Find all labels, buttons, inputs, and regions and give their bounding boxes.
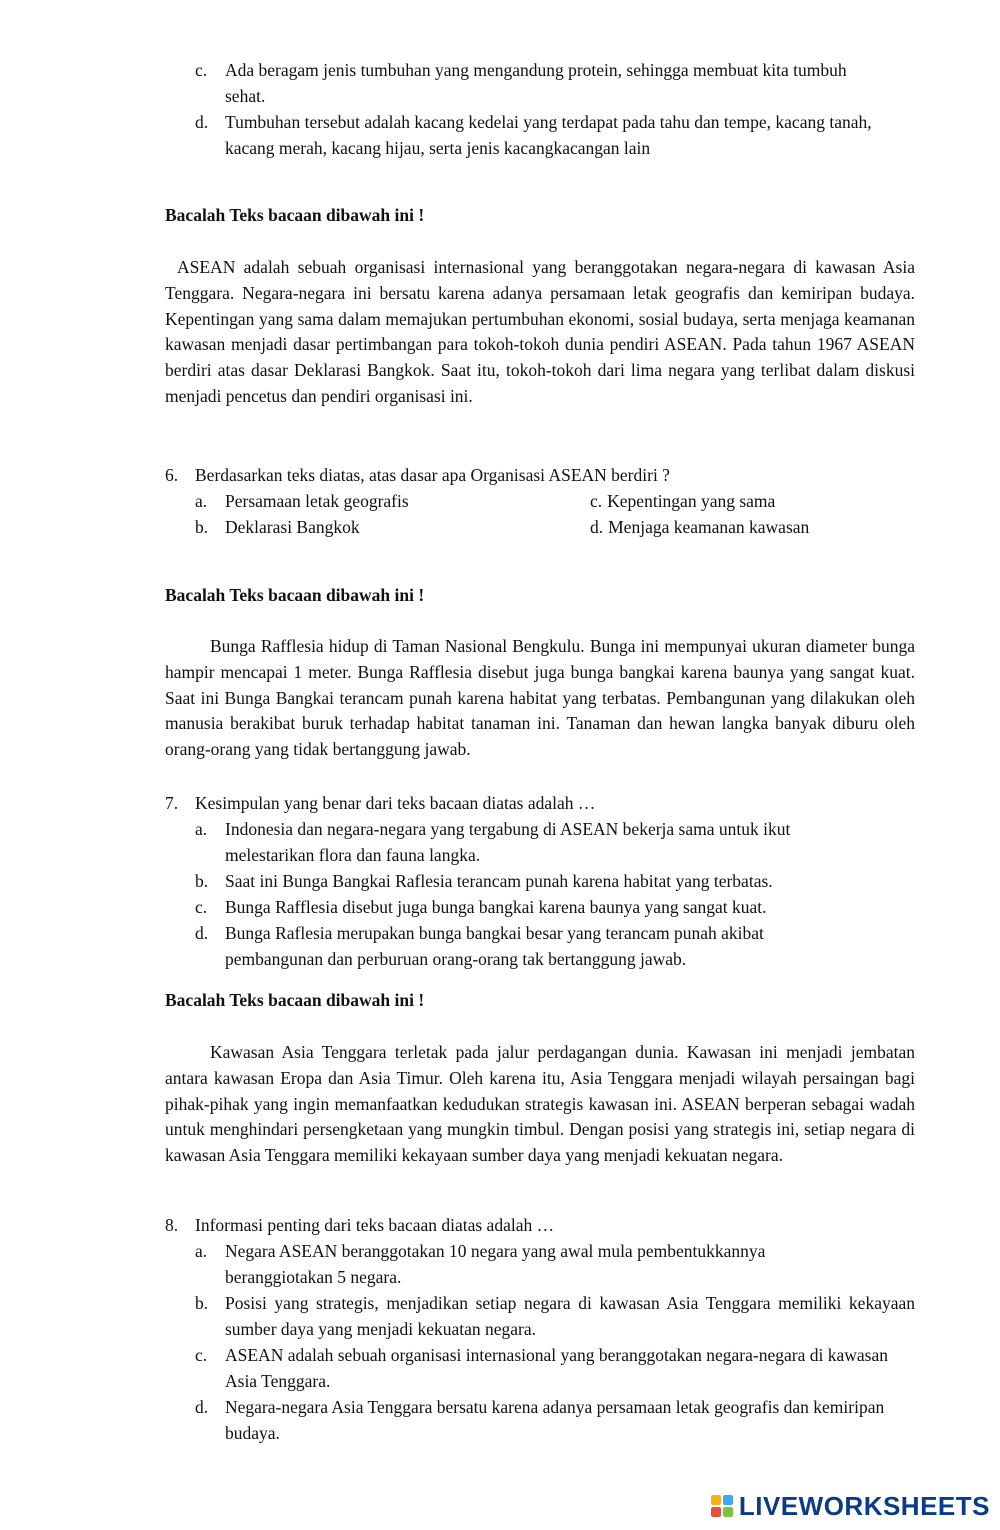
option-item[interactable] (195, 1290, 915, 1342)
option-item[interactable] (195, 1342, 915, 1394)
options-list (195, 1238, 915, 1446)
option-text: Deklarasi Bangkok (225, 517, 360, 537)
section-heading: Bacalah Teks bacaan dibawah ini ! (165, 205, 425, 225)
option-label: b. (195, 1293, 209, 1313)
section-heading: Bacalah Teks bacaan dibawah ini ! (165, 585, 425, 605)
logo-square (711, 1507, 721, 1517)
option-text: Saat ini Bunga Bangkai Raflesia terancam punah karena habitat yang terbatas. (225, 871, 773, 891)
option-text: ASEAN adalah sebuah organisasi internasional yang beranggotakan negara-negara di kawasan Asia Tenggara. (225, 1345, 888, 1391)
question-number: 7. (165, 793, 179, 813)
options-grid (165, 488, 915, 540)
options-list (195, 816, 915, 972)
option-label: d. (195, 112, 209, 132)
option-text: Menjaga keamanan kawasan (608, 517, 810, 537)
option-item[interactable] (195, 894, 915, 920)
logo-mark-icon (711, 1495, 733, 1517)
option-item[interactable] (195, 868, 915, 894)
option-label: d. (195, 923, 209, 943)
liveworksheets-logo[interactable] (711, 1492, 990, 1520)
reading-passage: ASEAN adalah sebuah organisasi internasional yang beranggotakan negara-negara di kawasan Asia Tenggara. Negara-negara ini bersatu karena adanya persamaan letak geografis dan kemiripan budaya. Kepentingan yang sama dalam memajukan pertumbuhan ekonomi, sosial budaya, serta menjaga keamanan kawasan menjadi dasar pertimbangan para tokoh-tokoh dunia pendiri ASEAN. Pada tahun 1967 ASEAN berdiri atas dasar Deklarasi Bangkok. Saat itu, tokoh-tokoh dari lima negara yang terlibat dalam diskusi menjadi pencetus dan pendiri organisasi ini. (165, 257, 915, 406)
option-item[interactable] (590, 514, 930, 540)
question-number: 6. (165, 465, 179, 485)
option-label: a. (195, 819, 208, 839)
option-text: Bunga Raflesia merupakan bunga bangkai besar yang terancam punah akibat pembangunan dan perburuan orang-orang tak bertanggung jawab. (225, 923, 764, 969)
option-item[interactable] (195, 514, 590, 540)
option-item[interactable] (195, 109, 915, 161)
question-6 (165, 462, 915, 488)
option-item[interactable] (195, 816, 915, 868)
option-text: Indonesia dan negara-negara yang tergabung di ASEAN bekerja sama untuk ikut melestarikan flora dan fauna langka. (225, 819, 791, 865)
logo-square (723, 1495, 733, 1505)
option-label: d. (195, 1397, 209, 1417)
option-item[interactable] (195, 920, 915, 972)
logo-square (711, 1495, 721, 1505)
option-label: a. (195, 491, 208, 511)
option-label: c. (195, 897, 208, 917)
option-label: c. (590, 491, 603, 511)
reading-passage: Kawasan Asia Tenggara terletak pada jalur perdagangan dunia. Kawasan ini menjadi jembatan antara kawasan Eropa dan Asia Timur. Oleh karena itu, Asia Tenggara menjadi wilayah persaingan bagi pihak-pihak yang ingin memanfaatkan kedudukan strategis kawasan ini. ASEAN berperan sebagai wadah untuk menghindari persengketaan yang mungkin timbul. Dengan posisi yang strategis ini, setiap negara di kawasan Asia Tenggara memiliki kekayaan sumber daya yang menjadi kekuatan negara. (165, 1042, 915, 1166)
option-text: Tumbuhan tersebut adalah kacang kedelai yang terdapat pada tahu dan tempe, kacang tanah, kacang merah, kacang hijau, serta jenis kacangkacangan lain (225, 112, 872, 158)
question-7 (165, 790, 915, 816)
option-item[interactable] (195, 57, 915, 109)
question-text: Berdasarkan teks diatas, atas dasar apa Organisasi ASEAN berdiri ? (195, 465, 670, 485)
option-text: Bunga Rafflesia disebut juga bunga bangkai karena baunya yang sangat kuat. (225, 897, 767, 917)
reading-passage: Bunga Rafflesia hidup di Taman Nasional Bengkulu. Bunga ini mempunyai ukuran diameter bunga hampir mencapai 1 meter. Bunga Rafflesia disebut juga bunga bangkai karena baunya yang sangat kuat. Saat ini Bunga Bangkai terancam punah karena habitat yang terbatas. Pembangunan yang dilakukan oleh manusia berakibat buruk terhadap habitat tanaman ini. Tanaman dan hewan langka banyak diburu oleh orang-orang yang tidak bertanggung jawab. (165, 636, 915, 760)
question-number: 8. (165, 1215, 179, 1235)
logo-text: LIVEWORKSHEETS (738, 1490, 990, 1521)
option-label: b. (195, 517, 209, 537)
option-label: a. (195, 1241, 208, 1261)
option-label: b. (195, 871, 209, 891)
option-item[interactable] (195, 488, 590, 514)
logo-square (723, 1507, 733, 1517)
prev-options (195, 57, 915, 161)
option-label: c. (195, 1345, 208, 1365)
option-item[interactable] (195, 1238, 915, 1290)
option-label: d. (590, 517, 604, 537)
option-text: Persamaan letak geografis (225, 491, 409, 511)
question-text: Informasi penting dari teks bacaan diatas adalah … (195, 1215, 555, 1235)
question-text: Kesimpulan yang benar dari teks bacaan diatas adalah … (195, 793, 596, 813)
option-text: Negara-negara Asia Tenggara bersatu karena adanya persamaan letak geografis dan kemiripan budaya. (225, 1397, 885, 1443)
question-8 (165, 1212, 915, 1238)
option-text: Posisi yang strategis, menjadikan setiap negara di kawasan Asia Tenggara memiliki kekayaan sumber daya yang menjadi kekuatan negara. (225, 1293, 915, 1339)
option-text: Negara ASEAN beranggotakan 10 negara yang awal mula pembentukkannya beranggiotakan 5 negara. (225, 1241, 766, 1287)
option-text: Kepentingan yang sama (607, 491, 776, 511)
option-item[interactable] (195, 1394, 915, 1446)
option-label: c. (195, 60, 208, 80)
option-item[interactable] (590, 488, 930, 514)
option-text: Ada beragam jenis tumbuhan yang mengandung protein, sehingga membuat kita tumbuh sehat. (225, 60, 847, 106)
section-heading: Bacalah Teks bacaan dibawah ini ! (165, 990, 425, 1010)
